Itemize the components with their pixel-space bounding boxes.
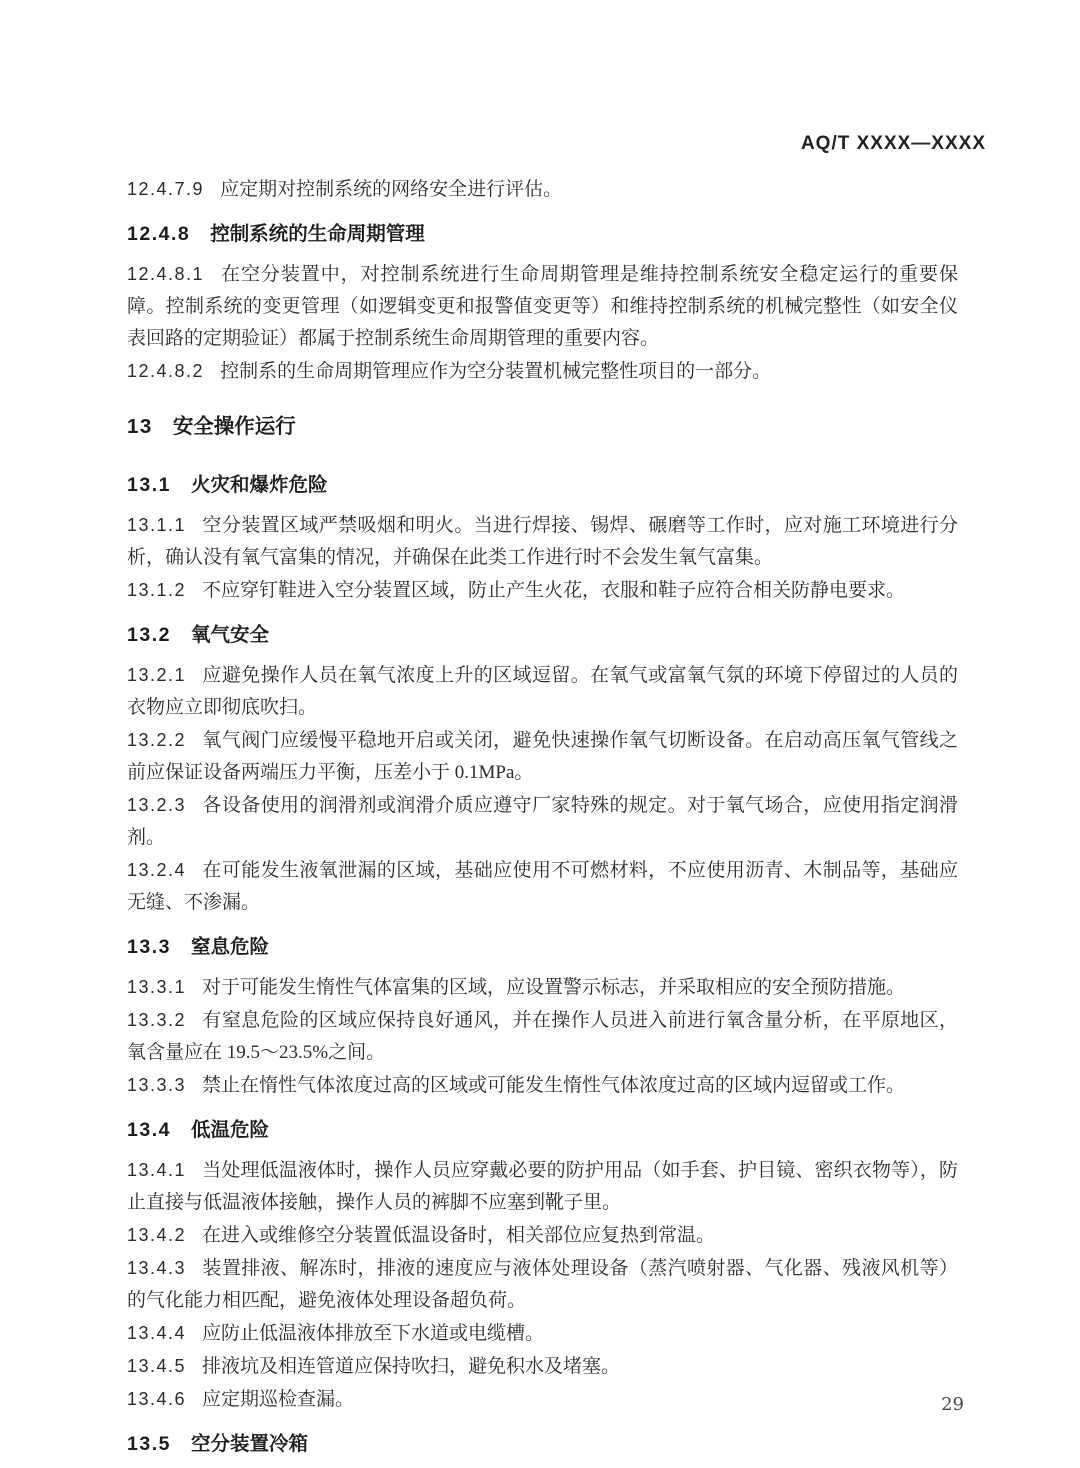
clause-number: 13.4.6 [127, 1389, 187, 1409]
clause-number: 13.2.4 [127, 860, 187, 880]
clause-text: 对于可能发生惰性气体富集的区域，应设置警示标志，并采取相应的安全预防措施。 [202, 977, 906, 998]
clause [127, 574, 958, 607]
clause [127, 1383, 958, 1416]
clause-text: 在空分装置中，对控制系统进行生命周期管理是维持控制系统安全稳定运行的重要保障。控制系统的变更管理（如逻辑变更和报警值变更等）和维持控制系统的机械完整性（如安全仪表回路的定期验证）都属于控制系统生命周期管理的重要内容。 [127, 264, 958, 349]
section-heading [127, 469, 958, 501]
clause [127, 509, 958, 574]
clause-text: 氧气安全 [190, 624, 269, 646]
clause-text: 应定期巡检查漏。 [202, 1389, 355, 1410]
clause-number: 13.4.5 [127, 1356, 187, 1376]
clause-number: 12.4.8.2 [127, 361, 205, 381]
clause-number: 13.2.2 [127, 730, 187, 750]
clause-number: 13.4.4 [127, 1323, 187, 1343]
clause-text: 安全操作运行 [172, 415, 296, 438]
clause-number: 13.3.2 [127, 1010, 187, 1030]
clause [127, 854, 958, 919]
clause [127, 1069, 958, 1102]
clause-text: 控制系统的生命周期管理 [210, 223, 425, 245]
clause-number: 13.4.1 [127, 1160, 187, 1180]
clause-text: 有窒息危险的区域应保持良好通风，并在操作人员进入前进行氧含量分析，在平原地区，氧含量应在 19.5～23.5%之间。 [127, 1010, 958, 1063]
clause-number: 13.4.2 [127, 1225, 187, 1245]
clause-number: 13 [127, 415, 153, 438]
clause-number: 13.1.1 [127, 515, 187, 535]
clause-number: 13.3.1 [127, 977, 187, 997]
clause-text: 应避免操作人员在氧气浓度上升的区域逗留。在氧气或富氧气氛的环境下停留过的人员的衣物应立即彻底吹扫。 [127, 665, 958, 718]
clause-text: 空分装置区域严禁吸烟和明火。当进行焊接、锡焊、碾磨等工作时，应对施工环境进行分析，确认没有氧气富集的情况，并确保在此类工作进行时不会发生氧气富集。 [127, 515, 958, 568]
clause-text: 在可能发生液氧泄漏的区域，基础应使用不可燃材料，不应使用沥青、木制品等，基础应无缝、不渗漏。 [127, 860, 958, 913]
clause-text: 控制系的生命周期管理应作为空分装置机械完整性项目的一部分。 [220, 361, 772, 382]
clause-text: 禁止在惰性气体浓度过高的区域或可能发生惰性气体浓度过高的区域内逗留或工作。 [202, 1075, 906, 1096]
clause-text: 火灾和爆炸危险 [190, 474, 328, 496]
clause-number: 12.4.7.9 [127, 179, 205, 199]
clause [127, 1154, 958, 1219]
clause-number: 13.4.3 [127, 1258, 187, 1278]
clause-text: 氧气阀门应缓慢平稳地开启或关闭，避免快速操作氧气切断设备。在启动高压氧气管线之前应保证设备两端压力平衡，压差小于 0.1MPa。 [127, 730, 958, 783]
clause [127, 355, 958, 388]
clause [127, 1004, 958, 1069]
section-heading [127, 931, 958, 963]
clause [127, 1317, 958, 1350]
clause-number: 13.3 [127, 936, 171, 958]
section-heading [127, 1114, 958, 1146]
clause-text: 不应穿钉鞋进入空分装置区域，防止产生火花，衣服和鞋子应符合相关防静电要求。 [202, 580, 906, 601]
clause-number: 13.2.3 [127, 795, 187, 815]
clause-text: 窒息危险 [190, 936, 269, 958]
clause-text: 排液坑及相连管道应保持吹扫，避免积水及堵塞。 [202, 1356, 621, 1377]
clause-number: 13.2 [127, 624, 171, 646]
clause-text: 应定期对控制系统的网络安全进行评估。 [220, 179, 563, 200]
section-heading [127, 619, 958, 651]
clause [127, 659, 958, 724]
page-number: 29 [941, 1394, 964, 1415]
clause-text: 各设备使用的润滑剂或润滑介质应遵守厂家特殊的规定。对于氧气场合，应使用指定润滑剂。 [127, 795, 958, 848]
section-heading [127, 218, 958, 250]
clause-number: 13.4 [127, 1119, 171, 1141]
clause [127, 173, 958, 206]
clause [127, 789, 958, 854]
clause [127, 1350, 958, 1383]
clause-text: 应防止低温液体排放至下水道或电缆槽。 [202, 1323, 545, 1344]
clause-text: 低温危险 [190, 1119, 269, 1141]
clause [127, 724, 958, 789]
clause [127, 258, 958, 355]
clause-text: 装置排液、解冻时，排液的速度应与液体处理设备（蒸汽喷射器、气化器、残液风机等）的气化能力相匹配，避免液体处理设备超负荷。 [127, 1258, 958, 1311]
clause-number: 12.4.8.1 [127, 264, 205, 284]
document-body [127, 0, 958, 1468]
clause-number: 13.3.3 [127, 1075, 187, 1095]
section-heading [127, 1428, 958, 1460]
clause-number: 13.2.1 [127, 665, 187, 685]
clause [127, 1252, 958, 1317]
clause-text: 空分装置冷箱 [190, 1433, 308, 1455]
clause [127, 971, 958, 1004]
clause [127, 1219, 958, 1252]
clause-number: 13.1 [127, 474, 171, 496]
clause-number: 13.1.2 [127, 580, 187, 600]
clause-number: 12.4.8 [127, 223, 191, 245]
clause-text: 在进入或维修空分装置低温设备时，相关部位应复热到常温。 [202, 1225, 716, 1246]
clause-text: 当处理低温液体时，操作人员应穿戴必要的防护用品（如手套、护目镜、密织衣物等），防止直接与低温液体接触，操作人员的裤脚不应塞到靴子里。 [127, 1160, 958, 1213]
chapter-heading [127, 410, 958, 444]
standard-number-header: AQ/T XXXX—XXXX [800, 133, 986, 154]
clause-number: 13.5 [127, 1433, 171, 1455]
